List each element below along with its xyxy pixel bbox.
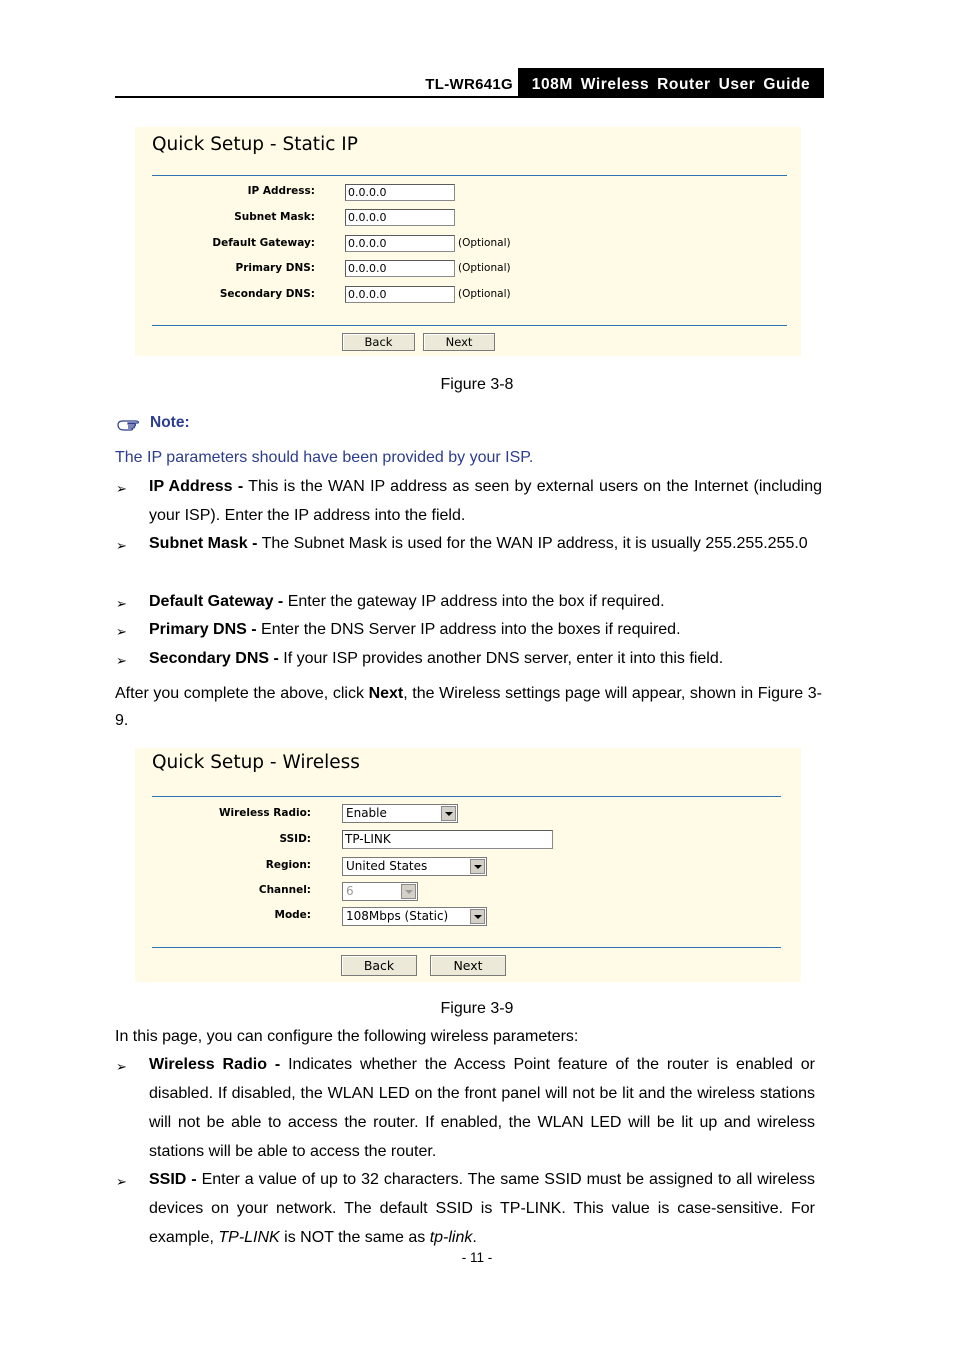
wireless-radio-value: Enable: [346, 806, 387, 820]
primary-dns-label: Primary DNS:: [235, 262, 315, 274]
chevron-down-icon: [441, 806, 456, 821]
wireless-panel: [135, 748, 801, 982]
chevron-down-icon: [470, 909, 485, 924]
back-button[interactable]: Back: [342, 333, 415, 351]
header-title: 108M Wireless Router User Guide: [518, 68, 824, 98]
next-button[interactable]: Next: [430, 955, 506, 976]
pointing-hand-icon: [116, 417, 142, 433]
primary-dns-optional: (Optional): [458, 262, 511, 274]
bullet-term: Primary DNS -: [149, 621, 257, 638]
channel-select[interactable]: [342, 882, 418, 901]
wireless-radio-select[interactable]: [342, 804, 458, 823]
bullet-wireless-radio: [149, 1050, 815, 1166]
bullet-example-lower: tp-link: [429, 1229, 473, 1246]
ssid-input[interactable]: TP-LINK: [342, 830, 553, 849]
wireless-top-divider: [152, 796, 781, 797]
subnet-mask-input[interactable]: 0.0.0.0: [345, 209, 455, 226]
bullet-term: Secondary DNS -: [149, 650, 279, 667]
bullet-secondary-dns: [149, 644, 822, 673]
ip-address-label: IP Address:: [247, 185, 315, 197]
static-ip-panel: [135, 127, 801, 356]
bullet-arrow-icon: ➢: [116, 538, 127, 553]
after-paragraph: [115, 680, 822, 734]
bullet-subnet-mask: [149, 529, 822, 558]
default-gateway-optional: (Optional): [458, 237, 511, 249]
static-ip-bottom-divider: [152, 325, 787, 326]
bullet-arrow-icon: ➢: [116, 1174, 127, 1189]
default-gateway-input[interactable]: 0.0.0.0: [345, 235, 455, 252]
bullet-text: This is the WAN IP address as seen by external users on the Internet (including your ISP). Enter the IP address into the field.: [149, 478, 823, 524]
bullet-text: Enter a value of up to 32 characters. The same SSID must be assigned to all wireless devices on your network. The default SSID is TP-LINK. This value is case-sensitive. For example,: [149, 1171, 815, 1246]
static-ip-top-divider: [152, 175, 787, 176]
bullet-arrow-icon: ➢: [116, 481, 127, 496]
bullet-text: Enter the DNS Server IP address into the boxes if required.: [256, 621, 681, 638]
subnet-mask-label: Subnet Mask:: [234, 211, 315, 223]
bullet-text: If your ISP provides another DNS server, enter it into this field.: [278, 650, 724, 667]
bullet-text: Indicates whether the Access Point feature of the router is enabled or disabled. If disabled, the WLAN LED on the front panel will not be lit and the wireless stations will not be able to access the router. If enabled, the WLAN LED will be lit up and wireless stations will be able to access the router.: [149, 1056, 815, 1160]
secondary-dns-input[interactable]: 0.0.0.0: [345, 286, 455, 303]
region-label: Region:: [265, 859, 311, 871]
bullet-ip-address: [149, 472, 822, 530]
bullet-arrow-icon: ➢: [116, 624, 127, 639]
bullet-term: Wireless Radio -: [149, 1056, 281, 1073]
ip-address-input[interactable]: 0.0.0.0: [345, 184, 455, 201]
mode-label: Mode:: [274, 909, 311, 921]
region-value: United States: [346, 859, 428, 873]
header-model: TL-WR641G: [425, 76, 513, 93]
bullet-arrow-icon: ➢: [116, 653, 127, 668]
bullet-text: is NOT the same as: [279, 1229, 430, 1246]
next-button[interactable]: Next: [423, 333, 495, 351]
note-title: Note:: [150, 414, 190, 431]
chevron-down-icon: [401, 884, 416, 899]
bullet-default-gateway: [149, 587, 822, 616]
primary-dns-input[interactable]: 0.0.0.0: [345, 260, 455, 277]
mode-value: 108Mbps (Static): [346, 909, 449, 923]
wireless-title: Quick Setup - Wireless: [152, 752, 360, 773]
bullet-term: SSID -: [149, 1171, 197, 1188]
after-post: , the Wireless settings page will appear, shown in Figure 3-9.: [115, 685, 822, 729]
bullet-term: Default Gateway -: [149, 593, 284, 610]
note-text: The IP parameters should have been provided by your ISP.: [115, 449, 534, 466]
figure-3-8-caption: Figure 3-8: [440, 376, 514, 393]
bullet-arrow-icon: ➢: [116, 596, 127, 611]
chevron-down-icon: [470, 859, 485, 874]
bullet-ssid: [149, 1165, 815, 1252]
bullet-arrow-icon: ➢: [116, 1059, 127, 1074]
channel-value: 6: [346, 884, 354, 898]
bullet-text: .: [472, 1229, 477, 1246]
bullet-text: The Subnet Mask is used for the WAN IP address, it is usually 255.255.255.0: [257, 535, 808, 552]
bullet-term: IP Address -: [149, 478, 244, 495]
bullet-term: Subnet Mask -: [149, 535, 258, 552]
bullet-example-upper: TP-LINK: [218, 1229, 280, 1246]
mode-select[interactable]: [342, 907, 487, 926]
wireless-radio-label: Wireless Radio:: [218, 807, 311, 819]
wireless-bottom-divider: [152, 947, 781, 948]
channel-label: Channel:: [258, 884, 311, 896]
page-number: - 11 -: [461, 1250, 493, 1265]
secondary-dns-label: Secondary DNS:: [219, 288, 315, 300]
region-select[interactable]: [342, 857, 487, 876]
default-gateway-label: Default Gateway:: [212, 237, 315, 249]
after-pre: After you complete the above, click: [115, 685, 369, 702]
back-button[interactable]: Back: [341, 955, 417, 976]
bullet-text: Enter the gateway IP address into the box if required.: [283, 593, 665, 610]
header-rule: [115, 96, 824, 98]
bullet-primary-dns: [149, 615, 822, 644]
after-next: Next: [368, 685, 404, 702]
static-ip-title: Quick Setup - Static IP: [152, 134, 358, 155]
ssid-label: SSID:: [279, 833, 311, 845]
figure-3-9-caption: Figure 3-9: [440, 1000, 514, 1017]
intro-paragraph: In this page, you can configure the following wireless parameters:: [115, 1028, 579, 1045]
secondary-dns-optional: (Optional): [458, 288, 511, 300]
